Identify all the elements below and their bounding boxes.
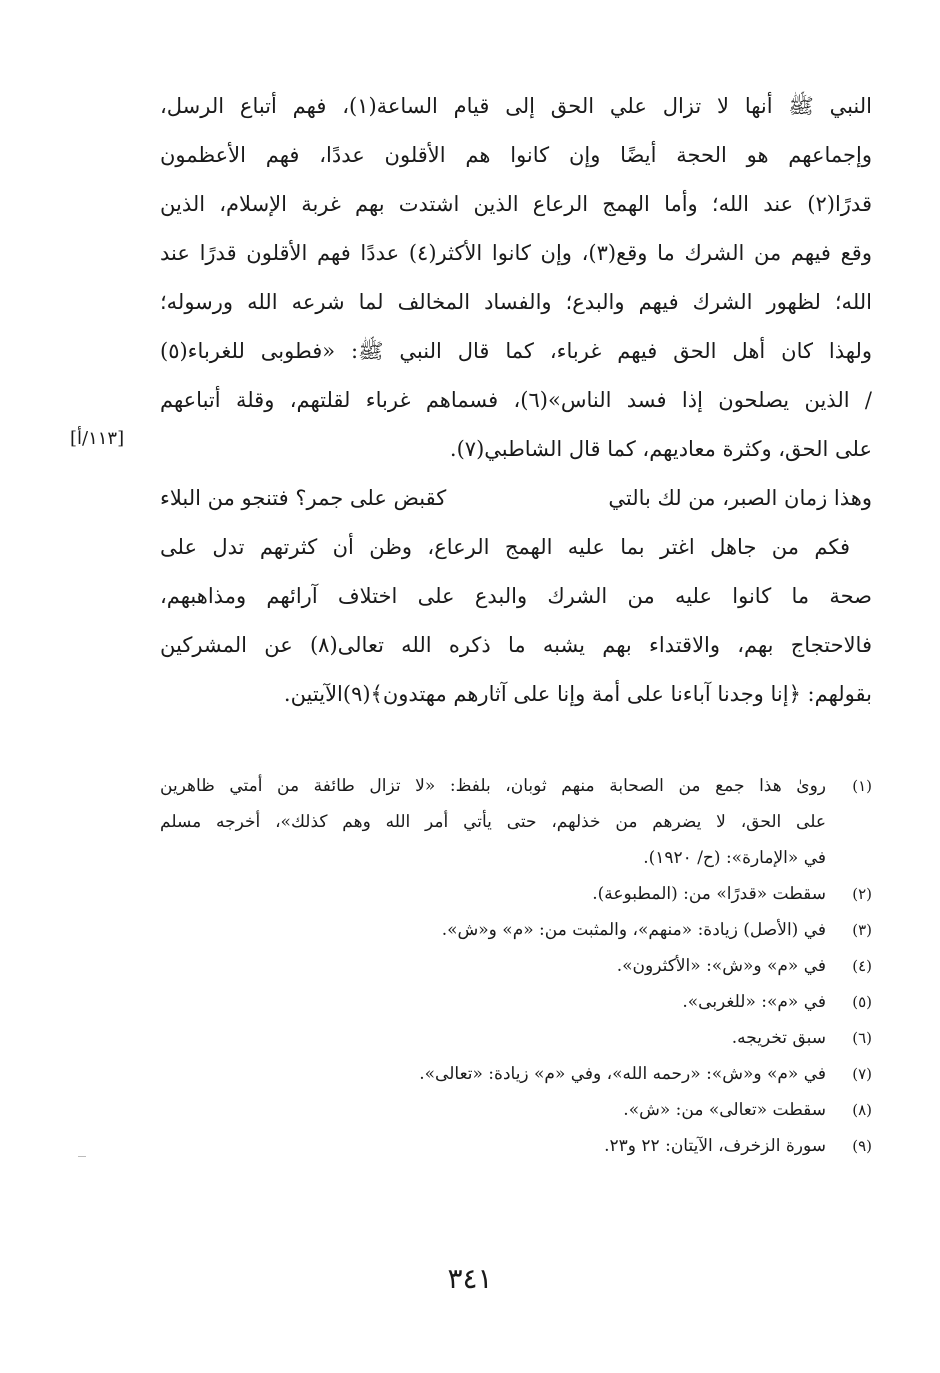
footnote-number: (٤) (852, 957, 872, 975)
footnote-line: سبق تخريجه. (731, 1028, 826, 1048)
paragraph-line: بقولهم: ﴿إنا وجدنا آباءنا على أمة وإنا على آثارهم مهتدون﴾(٩)الآيتين. (283, 682, 872, 706)
main-text (160, 82, 872, 719)
poem-verse (160, 474, 872, 523)
footnote-line: سورة الزخرف، الآيتان: ٢٢ و٢٣. (604, 1136, 826, 1156)
footnote-item (160, 768, 872, 876)
footnote-line: سقطت «تعالى» من: «ش». (623, 1100, 826, 1120)
footnote-text (160, 876, 826, 912)
body-line: وإجماعهم هو الحجة أيضًا وإن كانوا هم الأقلون عددًا، فهم الأعظمون (160, 143, 872, 167)
verse-first-hemistich: وهذا زمان الصبر، من لك بالتي (608, 486, 872, 510)
footnote-number: (٩) (852, 1137, 872, 1155)
footnote-text (160, 1092, 826, 1128)
footnote-item (160, 1020, 872, 1056)
footnote-item (160, 948, 872, 984)
paragraph-line: فكم من جاهل اغتر بما عليه الهمج الرعاع، وظن أن كثرتهم تدل على (160, 535, 850, 559)
footnote-item (160, 1092, 872, 1128)
footnote-item (160, 1128, 872, 1164)
footnote-text (160, 768, 826, 876)
footnote-item (160, 984, 872, 1020)
footnote-number: (٦) (852, 1029, 872, 1047)
footnote-line: على الحق، لا يضرهم من خذلهم، حتى يأتي أمر الله وهم كذلك»، أخرجه مسلم (160, 812, 826, 832)
footnote-number: (٣) (852, 921, 872, 939)
verse-second-hemistich: كقبض على جمر؟ فتنجو من البلاء (160, 486, 447, 510)
footnote-text (160, 912, 826, 948)
footnote-number: (٧) (852, 1065, 872, 1083)
body-line: على الحق، وكثرة معاديهم، كما قال الشاطبي(٧). (449, 437, 872, 461)
footnote-line: في «م» و«ش»: «الأكثرون». (616, 956, 826, 976)
footnote-line: سقطت «قدرًا» من: (المطبوعة). (592, 884, 826, 904)
footnote-text (160, 948, 826, 984)
footnote-item (160, 1056, 872, 1092)
body-line: وقع فيهم من الشرك ما وقع(٣)، وإن كانوا الأكثر(٤) عددًا فهم الأقلون قدرًا عند (160, 241, 872, 265)
footnote-line: في «الإمارة»: (ح/ ١٩٢٠). (643, 848, 826, 868)
footnote-line: في «م»: «للغربى». (682, 992, 826, 1012)
footnote-item (160, 876, 872, 912)
footnotes (160, 768, 872, 1164)
body-line: قدرًا(٢) عند الله؛ وأما الهمج الرعاع الذين اشتدت بهم غربة الإسلام، الذين (160, 192, 872, 216)
footnote-number: (٢) (852, 885, 872, 903)
footnote-line: في «م» و«ش»: «رحمه الله»، وفي «م» زيادة: «تعالى». (419, 1064, 826, 1084)
body-line: ولهذا كان أهل الحق فيهم غرباء، كما قال النبي ﷺ: «فطوبى للغرباء(٥) (160, 339, 872, 363)
footnote-item (160, 912, 872, 948)
margin-speck (78, 1156, 86, 1157)
manuscript-folio-marker: [١١٣/أ] (70, 428, 125, 449)
page-number: ٣٤١ (447, 1262, 493, 1295)
footnote-number: (٨) (852, 1101, 872, 1119)
footnote-text (160, 1128, 826, 1164)
paragraph-line: فالاحتجاج بهم، والاقتداء بهم يشبه ما ذكره الله تعالى(٨) عن المشركين (160, 633, 872, 657)
footnote-text (160, 1020, 826, 1056)
footnote-line: في (الأصل) زيادة: «منهم»، والمثبت من: «م» و«ش». (441, 920, 826, 940)
footnote-text (160, 1056, 826, 1092)
footnote-number: (١) (852, 777, 872, 795)
footnote-line: روىٰ هذا جمع من الصحابة منهم ثوبان، بلفظ: «لا تزال طائفة من أمتي ظاهرين (160, 776, 826, 796)
body-line: / الذين يصلحون إذا فسد الناس»(٦)، فسماهم غرباء لقلتهم، وقلة أتباعهم (160, 388, 872, 412)
paragraph-line: صحة ما كانوا عليه من الشرك والبدع على اختلاف آرائهم ومذاهبهم، (160, 584, 872, 608)
body-line: النبي ﷺ أنها لا تزال علي الحق إلى قيام الساعة(١)، فهم أتباع الرسل، (160, 94, 872, 118)
footnote-number: (٥) (852, 993, 872, 1011)
body-line: الله؛ لظهور الشرك فيهم والبدع؛ والفساد المخالف لما شرعه الله ورسوله؛ (160, 290, 872, 314)
footnote-text (160, 984, 826, 1020)
